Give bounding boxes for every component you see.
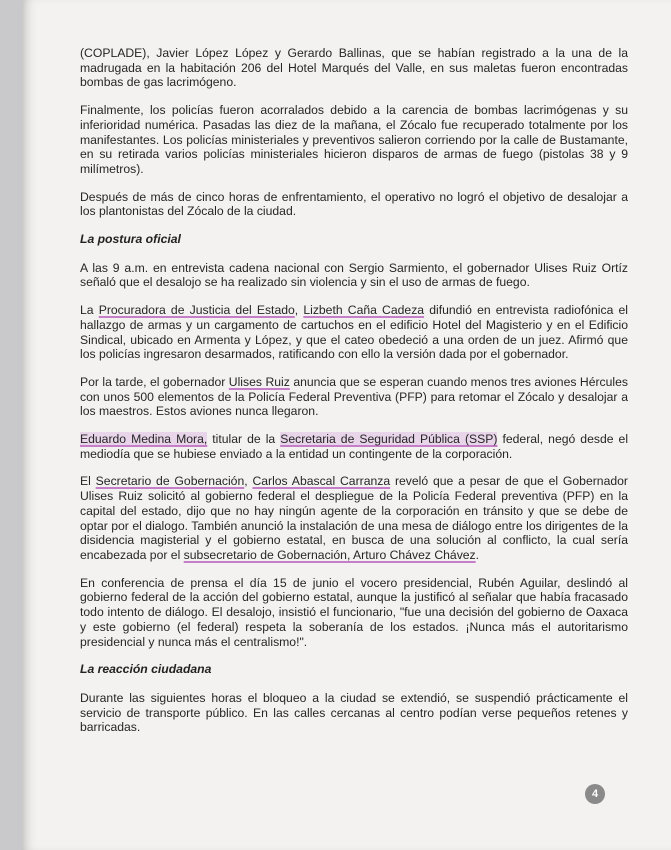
highlighted-medina-mora: Eduardo Medina Mora, [80,432,208,447]
body-text [80,46,628,748]
text-fragment: . [475,547,480,562]
paragraph-sarmiento-interview: A las 9 a.m. en entrevista cadena nacional con Sergio Sarmiento, el gobernador Ulises Ruiz Ortíz señaló que el desalojo se ha realizado sin violencia y sin el uso de armas de fuego. [80,260,628,290]
paragraph-abascal [80,474,628,562]
text-fragment: , [294,303,304,318]
text-fragment: El [80,474,96,489]
section-heading-reaccion-ciudadana: La reacción ciudadana [80,662,212,677]
paragraph-procuradora [80,303,628,362]
paragraph-acorralados: Finalmente, los policías fueron acorralados debido a la carencia de bombas lacrimógenas y su inferioridad numérica. Pasadas las diez de la mañana, el Zócalo fue recuperado totalmente por los manifestantes. Los policías ministeriales y preventivos salieron corriendo por la calle de Bustamante, en su retirada varios policías ministeriales hicieron disparos de armas de fuego (pistolas 38 y 9 milímetros). [80,103,628,176]
highlighted-abascal: Carlos Abascal Carranza [252,474,391,489]
highlighted-secretario-gobernacion: Secretario de Gobernación [95,474,245,489]
paragraph-vocero: En conferencia de prensa el día 15 de junio el vocero presidencial, Rubén Aguilar, deslindó al gobierno federal de la acción del gobierno estatal, aunque la justificó al señalar que había fracasado todo intento de diálogo. El desalojo, insistió el funcionario, "fue una decisión del gobierno de Oaxaca y este gobierno (el federal) respeta la soberanía de los estados. ¡Nunca más el autoritarismo presidencial y nunca más el centralismo!". [80,575,628,649]
section-heading-postura-oficial: La postura oficial [80,232,181,247]
text-fragment: Por la tarde, el gobernador [80,374,229,389]
text-fragment: La [80,303,99,318]
paragraph-coplade: (COPLADE), Javier López López y Gerardo Ballinas, que se habían registrado a la una de la madrugada en la habitación 206 del Hotel Marqués del Valle, en sus maletas fueron encontradas bombas de gas lacrimógeno. [80,46,628,90]
highlighted-ulises-ruiz: Ulises Ruiz [228,374,290,389]
text-fragment: , [244,474,253,489]
paragraph-bloqueo: Durante las siguientes horas el bloqueo a la ciudad se extendió, se suspendió prácticamente el servicio de transporte público. En las calles cercanas al centro podían verse pequeños retenes y barricadas. [80,690,628,735]
page-number-badge: 4 [585,784,605,804]
highlighted-procuradora: Procuradora de Justicia del Estado [98,303,295,318]
text-fragment: anuncia que se esperan cuando menos tres aviones Hércules con unos 500 elementos de la Policía Federal Preventiva (PFP) para retomar el Zócalo y desalojar a los maestros. Estos aviones nunca llegaron. [80,374,628,419]
text-fragment: difundió en entrevista radiofónica el hallazgo de armas y un cargamento de cartuchos en el edificio Hotel del Magisterio y en el Edificio Sindical, ubicado en Armenta y López, y que el cateo obedeció a una orden de un juez. Afirmó que los policías ingresaron desarmados, ratificando con ello la versión dada por el gobernador. [80,303,629,362]
highlighted-ssp: Secretaria de Seguridad Pública (SSP) [280,432,498,447]
paragraph-enfrentamiento: Después de más de cinco horas de enfrentamiento, el operativo no logró el objetivo de desalojar a los plantonistas del Zócalo de la ciudad. [80,189,628,219]
text-fragment: federal, negó desde el mediodía que se hubiese enviado a la entidad un contingente de la corporación. [80,432,629,461]
text-fragment: titular de la [207,432,281,447]
document-page [22,0,671,850]
paragraph-medina-mora [80,432,628,461]
highlighted-subsecretario: subsecretario de Gobernación, Arturo Chávez Chávez [183,547,476,562]
text-fragment: reveló que a pesar de que el Gobernador Ulises Ruiz solicitó al gobierno federal el despliegue de la Policía Federal preventiva (PFP) en la capital del estado, dijo que no hay ningún agente de la corporación en tránsito y que se debe de optar por el dialogo. También anunció la instalación de una mesa de diálogo entre los dirigentes de la disidencia magisterial y el gobierno estatal, en busca de una solución al conflicto, la cual sería encabezada por el [80,474,628,562]
paragraph-aviones-hercules [80,375,628,419]
highlighted-lizbeth: Lizbeth Caña Cadeza [303,303,425,318]
